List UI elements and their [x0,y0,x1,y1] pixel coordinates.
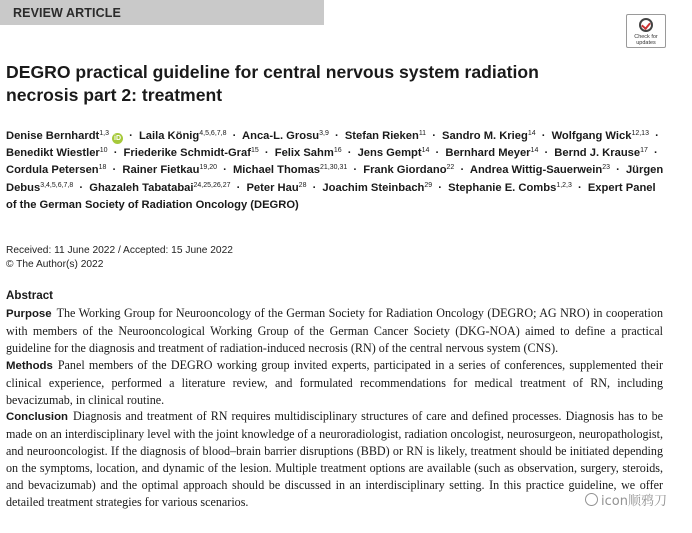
author-affiliation-marker: 10 [99,147,108,155]
author-name-text: Stefan Rieken [344,130,419,142]
author-separator: · [655,130,659,142]
author-name[interactable] [6,130,123,142]
author-affiliation-marker: 14 [421,147,430,155]
author-name[interactable] [233,164,347,176]
author-list [6,128,666,214]
author-affiliation-marker: 4,5,6,7,8 [199,130,227,137]
author-name[interactable] [445,147,538,159]
author-name[interactable] [554,147,648,159]
author-separator: · [223,164,227,177]
author-affiliation-marker: 14 [527,130,536,137]
author-affiliation-marker: 15 [250,147,259,155]
author-name[interactable] [552,130,649,142]
article-dates [6,244,233,272]
author-name-text: Denise Bernhardt [6,130,100,142]
author-affiliation-marker: 1,2,3 [556,181,572,189]
author-name-text: Laila König [138,130,200,142]
abstract-purpose [6,305,663,357]
methods-text: Panel members of the DEGRO working group invited experts, participated in a series of conferences, supplemented their clinical experience, performed a literature review, and formulated recommendations for medical treatment of RN, including bevacizumab, in clinical routine. [6,357,663,407]
author-name-text: Andrea Wittig-Sauerwein [469,164,603,177]
author-separator: · [541,130,546,142]
author-separator: · [435,147,440,160]
author-name-text: Friederike Schmidt-Graf [123,147,251,160]
author-name[interactable] [6,164,106,176]
author-name-text: Jürgen Debus [6,164,664,194]
watermark-logo-icon [585,493,598,506]
author-affiliation-marker: 11 [418,130,427,137]
author-name-text: Wolfgang Wick [551,130,632,142]
article-title: DEGRO practical guideline for central nervous system radiation necrosis part 2: treatment [6,62,539,105]
author-name-text: Stephanie E. Combs [448,181,557,194]
conclusion-label: Conclusion [6,411,69,424]
author-name[interactable] [322,182,432,194]
author-separator: · [347,147,352,160]
author-separator: · [432,130,436,142]
author-name[interactable] [275,147,342,159]
author-name[interactable] [442,130,536,142]
author-affiliation-marker: 12,13 [631,130,649,137]
author-affiliation-marker: 24,25,26,27 [193,181,231,189]
watermark-text: icon顺鸦刀 [601,494,667,509]
author-separator: · [264,147,269,160]
author-name-text: Peter Hau [246,181,299,194]
author-separator: · [544,147,549,160]
author-separator: · [236,181,241,194]
author-name[interactable] [122,164,217,176]
conclusion-text: Diagnosis and treatment of RN requires multidisciplinary structures of care and defined processes. Diagnosis has to be made on an interdisciplinary level with the joint knowledge of a neuroradiologist, radiation oncologist, neurosurgeon, neuropathologist, and neurooncologist. If the diagnosis of blood–brain barrier disruptions (BBD) or RN is likely, treatment should be initiated depending on the symptoms, location, and dynamic of the lesion. Multiple treatment options are available (such as observation, surgery, steroids, and bevacizumab) and the optimal approach should be discussed in an interdisciplinary setting. In this practice guideline, we offer detailed treatment strategies for various scenarios. [6,409,663,509]
author-separator: · [79,181,84,194]
author-separator: · [616,164,620,177]
author-name[interactable] [124,147,259,159]
author-separator: · [460,164,465,177]
author-affiliation-marker: 29 [424,181,433,189]
author-affiliation-marker: 22 [446,164,455,172]
author-separator: · [334,130,339,142]
author-affiliation-marker: 18 [98,164,107,172]
abstract-conclusion [6,408,663,510]
abstract-body [6,305,663,511]
author-name-text: Benedikt Wiestler [6,147,100,160]
author-name-text: Bernhard Meyer [445,147,531,160]
author-affiliation-marker: 17 [640,147,648,155]
author-name[interactable] [448,182,572,194]
author-name-text: Frank Giordano [363,164,447,177]
author-name[interactable] [242,130,329,142]
author-affiliation-marker: 3,9 [319,130,329,137]
author-name[interactable] [139,130,227,142]
author-name[interactable] [363,164,454,176]
author-name[interactable] [246,182,306,194]
orcid-icon[interactable]: iD [114,135,121,142]
author-name-text: Expert Panel of the German Society of Radiation Oncology (DEGRO) [6,181,656,211]
purpose-label: Purpose [6,308,52,320]
author-affiliation-marker: 23 [602,164,610,172]
article-type-label: REVIEW ARTICLE [13,5,121,20]
author-name[interactable] [358,147,430,159]
author-name[interactable] [470,164,610,176]
author-separator: · [578,181,582,194]
author-name-text: Joachim Steinbach [322,181,425,194]
author-name[interactable] [89,182,230,194]
author-affiliation-marker: 16 [333,147,342,155]
author-separator: · [232,130,237,142]
author-name-text: Anca-L. Grosu [242,130,320,142]
author-name-text: Michael Thomas [232,164,321,177]
author-separator: · [312,181,317,194]
author-separator: · [112,164,117,177]
author-name-text: Felix Sahm [274,147,334,160]
check-for-updates-icon [639,18,653,32]
author-name-text: Bernd J. Krause [554,147,641,160]
author-separator: · [438,181,443,194]
author-name-text: Rainer Fietkau [122,164,200,177]
check-for-updates-button[interactable] [626,14,666,48]
author-affiliation-marker: 14 [530,147,539,155]
methods-label: Methods [6,359,53,372]
author-affiliation-marker: 21,30,31 [320,164,348,172]
author-name-text: Cordula Petersen [6,164,99,177]
author-affiliation-marker: 28 [298,181,307,189]
author-name-text: Sandro M. Krieg [442,130,528,142]
author-name[interactable] [345,130,426,142]
article-type-banner [0,0,324,25]
author-name-text: Ghazaleh Tabatabai [89,181,194,194]
purpose-text: The Working Group for Neurooncology of the German Society for Radiation Oncology (DEGRO; AG NRO) in cooperation with members of the Neurooncological Working Group of the German Cancer Society (DKG-NOA) aimed to define a practical guideline for the diagnosis and treatment of radiation-induced necrosis (RN) of the central nervous system (CNS). [6,306,663,355]
author-separator: · [113,147,118,160]
author-separator: · [654,147,658,160]
author-name-text: Jens Gempt [357,147,422,160]
author-name[interactable] [6,147,108,159]
watermark [585,490,667,509]
author-affiliation-marker: 1,3 [99,130,109,137]
received-accepted-dates: Received: 11 June 2022 / Accepted: 15 June 2022 [6,245,233,256]
copyright-notice: © The Author(s) 2022 [6,259,104,270]
author-affiliation-marker: 3,4,5,6,7,8 [40,181,74,189]
author-separator: · [129,130,133,142]
abstract-heading: Abstract [6,289,54,302]
author-affiliation-marker: 19,20 [199,164,218,172]
author-separator: · [353,164,358,177]
check-for-updates-label: Check for updates [634,34,658,46]
abstract-methods [6,357,663,409]
